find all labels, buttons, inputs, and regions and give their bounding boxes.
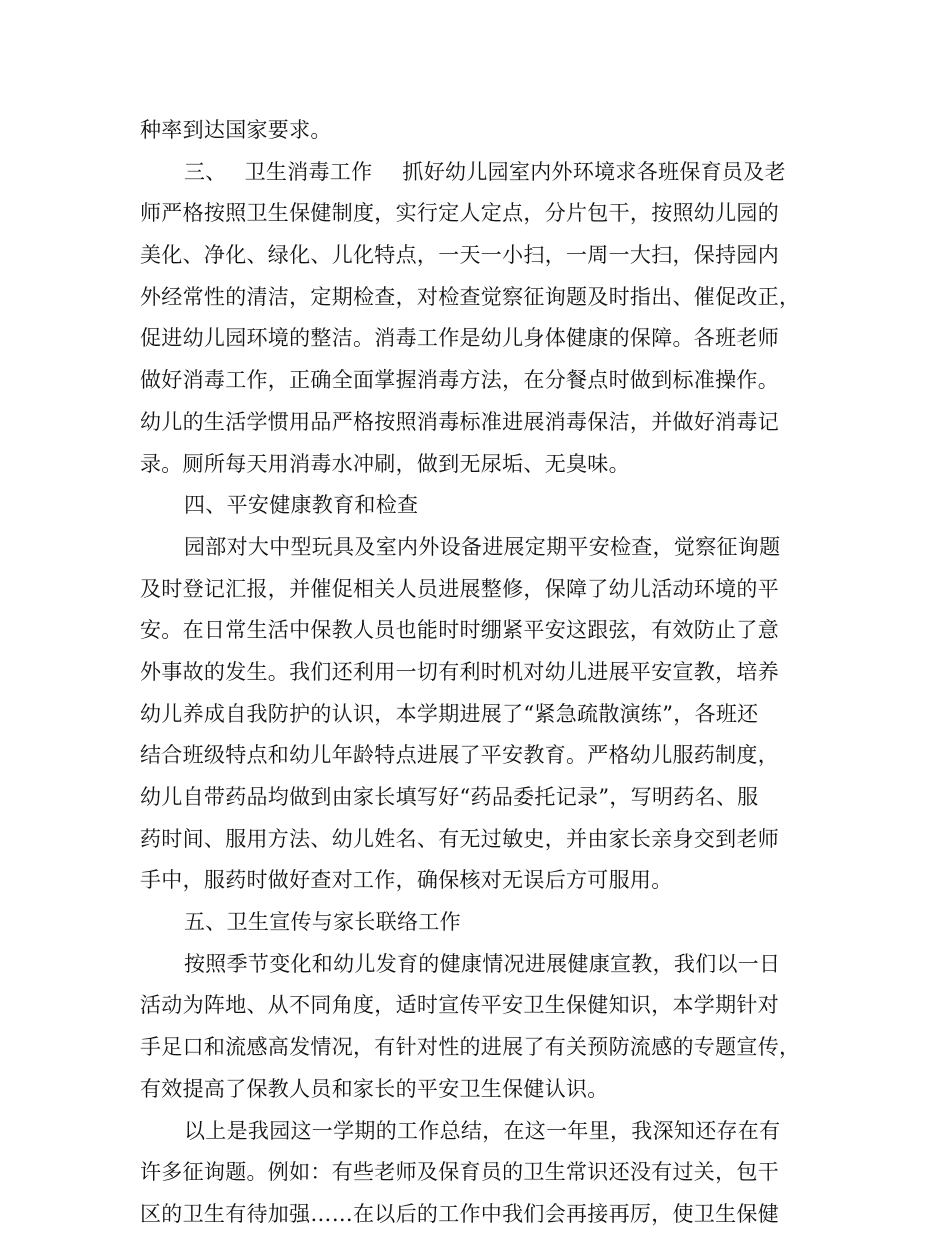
document-body	[140, 110, 815, 1236]
text-line: 做好消毒工作，正确全面掌握消毒方法，在分餐点时做到标准操作。	[140, 368, 779, 393]
text-line: 有效提高了保教人员和家长的平安卫生保健认识。	[140, 1076, 609, 1101]
text-line: 种率到达国家要求。	[140, 118, 332, 142]
text-line: 园部对大中型玩具及室内外设备进展定期平安检查，觉察征询题	[184, 534, 781, 559]
text-line: 幼儿自带药品均做到由家长填写好“药品委托记录”，写明药名、服	[140, 785, 759, 809]
text-line: 幼儿的生活学惯用品严格按照消毒标准进展消毒保洁，并做好消毒记	[140, 409, 779, 434]
section-title: 卫生消毒工作	[244, 159, 373, 184]
text-line: 安。在日常生活中保教人员也能时时绷紧平安这跟弦，有效防止了意	[140, 618, 779, 643]
section-heading: 四、平安健康教育和检查	[184, 493, 419, 518]
text-line: 录。厕所每天用消毒水冲刷，做到无尿垢、无臭味。	[140, 451, 630, 476]
text-line: 手中，服药时做好查对工作，确保核对无误后方可服用。	[140, 868, 673, 893]
section-heading-line	[140, 152, 815, 194]
text-line: 活动为阵地、从不同角度，适时宣传平安卫生保健知识，本学期针对	[140, 993, 779, 1018]
text-line: 美化、净化、绿化、儿化特点，一天一小扫，一周一大扫，保持园内	[140, 243, 779, 268]
text-line: 手足口和流感高发情况，有针对性的进展了有关预防流感的专题宣传，	[140, 1035, 801, 1060]
text-line: 外事故的发生。我们还利用一切有利时机对幼儿进展平安宣教，培养	[140, 659, 779, 684]
text-line: 区的卫生有待加强……在以后的工作中我们会再接再厉，使卫生保健	[140, 1201, 779, 1226]
text-line: 幼儿养成自我防护的认识，本学期进展了“紧急疏散演练”，各班还	[140, 701, 759, 726]
text-line: 药时间、服用方法、幼儿姓名、有无过敏史，并由家长亲身交到老师	[140, 826, 779, 851]
text-line: 及时登记汇报，并催促相关人员进展整修，保障了幼儿活动环境的平	[140, 576, 779, 601]
text-line: 以上是我园这一学期的工作总结，在这一年里，我深知还存在有	[184, 1118, 781, 1143]
text-line: 按照季节变化和幼儿发育的健康情况进展健康宣教，我们以一日	[184, 951, 781, 976]
text-line: 外经常性的清洁，定期检查，对检查觉察征询题及时指出、催促改正，	[140, 284, 801, 309]
text-line: 结合班级特点和幼儿年龄特点进展了平安教育。严格幼儿服药制度，	[140, 743, 779, 768]
text-line: 促进幼儿园环境的整洁。消毒工作是幼儿身体健康的保障。各班老师	[140, 326, 779, 351]
paragraph-start: 抓好幼儿园室内外环境求各班保育员及老	[402, 159, 786, 184]
section-heading: 五、卫生宣传与家长联络工作	[184, 910, 461, 935]
section-number: 三、	[184, 159, 227, 184]
text-line: 师严格按照卫生保健制度，实行定人定点，分片包干，按照幼儿园的	[140, 201, 779, 226]
text-line: 许多征询题。例如：有些老师及保育员的卫生常识还没有过关，包干	[140, 1160, 779, 1185]
